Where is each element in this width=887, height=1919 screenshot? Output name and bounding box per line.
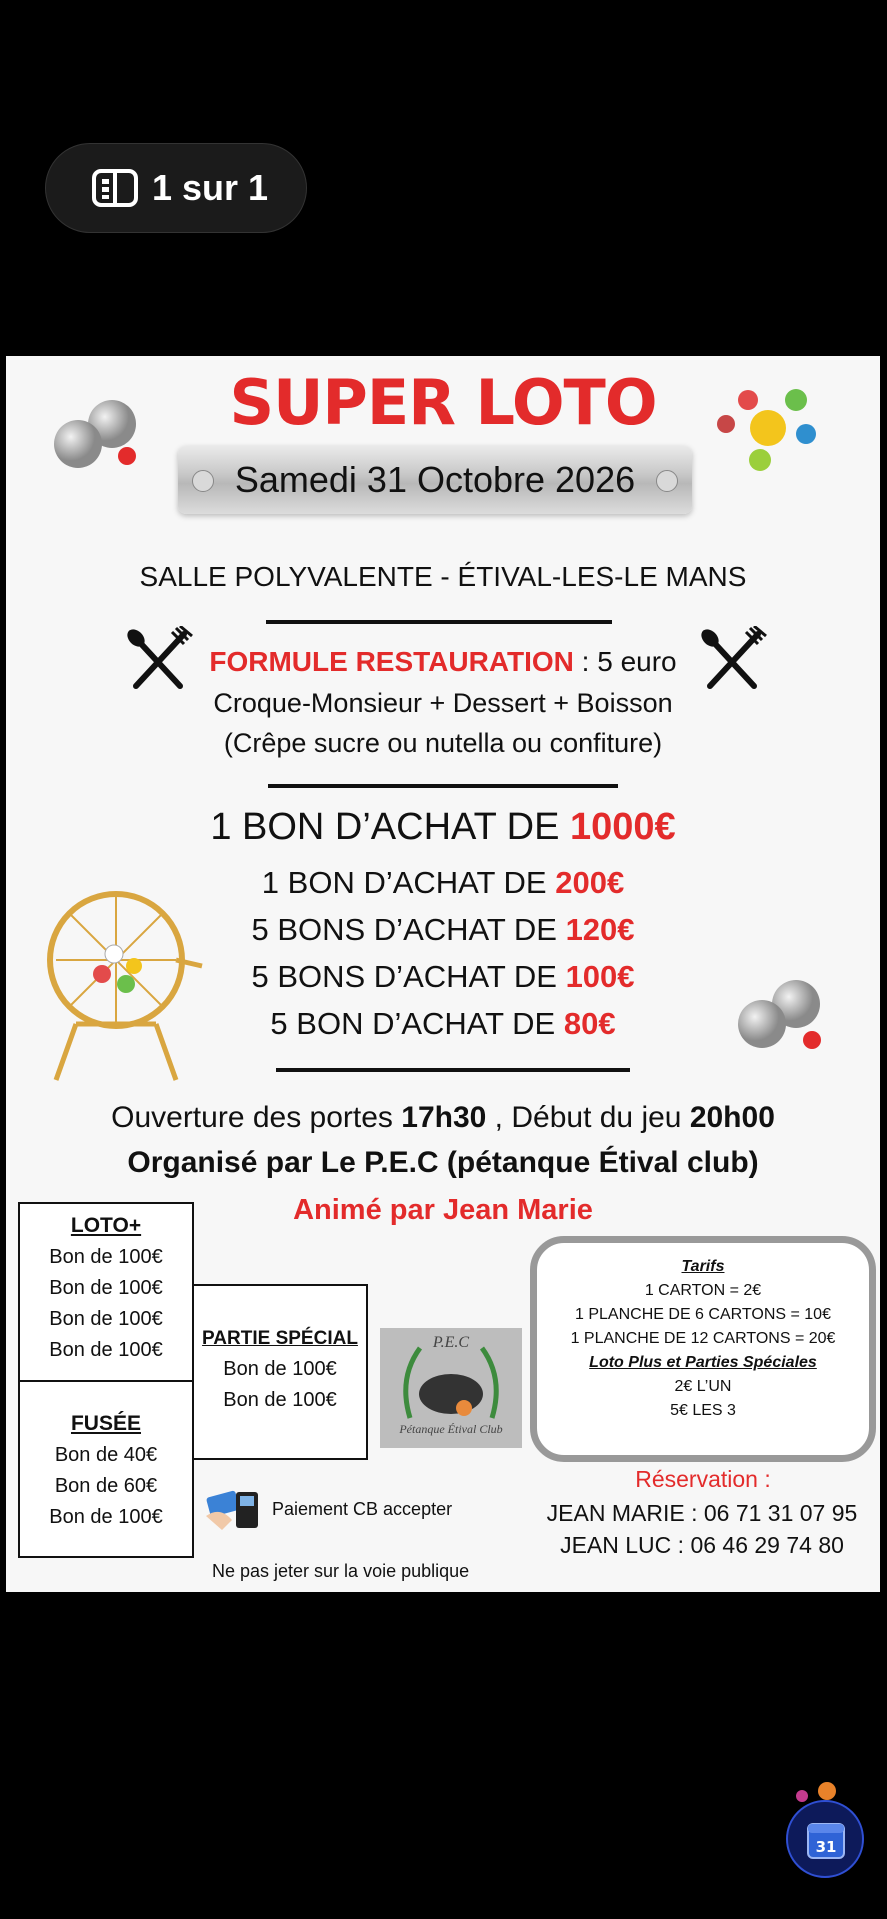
restauration-menu: Croque-Monsieur + Dessert + Boisson [213,688,673,718]
tarif-line: 1 CARTON = 2€ [644,1282,762,1299]
pec-logo [380,1328,522,1448]
calendar-day: 31 [815,1838,837,1856]
prize-amount: 80€ [563,1006,616,1041]
event-date: Samedi 31 Octobre 2026 [234,459,636,500]
venue: SALLE POLYVALENTE - ÉTIVAL-LES-LE MANS [139,561,747,592]
tarifs-box [530,1236,876,1462]
page-counter[interactable] [45,143,307,233]
fusee-item: Bon de 60€ [54,1475,158,1497]
fusee-item: Bon de 100€ [49,1506,163,1528]
screw-icon [192,470,214,492]
game-label: , Début du jeu [486,1101,690,1134]
prize-main [6,806,880,849]
tarif-line: 2€ L’UN [674,1378,732,1395]
prize-text: 1 BON D’ACHAT DE [261,865,556,900]
reservation-contact: JEAN LUC : 06 46 29 74 80 [560,1532,844,1558]
calendar-app-button[interactable] [786,1800,864,1878]
partie-speciale-item: Bon de 100€ [223,1389,337,1411]
prize-amount: 200€ [555,865,625,900]
divider [268,784,618,788]
doors-time: 17h30 [401,1101,487,1134]
prize-amount: 120€ [565,912,635,947]
dot-icon [818,1782,836,1800]
payment-info: Paiement CB accepter [272,1499,453,1519]
dot-icon [796,1790,808,1802]
schedule [6,1101,880,1135]
fusee-box [18,1380,194,1558]
footer-note: Ne pas jeter sur la voie publique [212,1561,470,1581]
pec-logo-caption: Pétanque Étival Club [399,1422,503,1436]
fusee-item: Bon de 40€ [54,1444,158,1466]
tarif-line: 1 PLANCHE DE 6 CARTONS = 10€ [575,1306,831,1323]
partie-speciale-title: PARTIE SPÉCIAL [202,1328,358,1349]
loto-plus-item: Bon de 100€ [49,1246,163,1268]
doors-label: Ouverture des portes [111,1101,402,1134]
divider [276,1068,630,1072]
restauration-label: FORMULE RESTAURATION [209,646,574,677]
page-stack-icon [92,169,138,207]
loto-plus-title: LOTO+ [70,1214,142,1237]
date-banner [178,446,692,514]
reservation-title: Réservation : [635,1466,771,1492]
loto-plus-item: Bon de 100€ [49,1277,163,1299]
card-payment-icon [202,1486,266,1532]
divider [266,620,612,624]
prize-text: 5 BON D’ACHAT DE [270,1006,564,1041]
fusee-title: FUSÉE [70,1412,141,1435]
partie-speciale-box [192,1284,368,1460]
loto-plus-box [18,1202,194,1382]
partie-speciale-item: Bon de 100€ [223,1358,337,1380]
bingo-cage-icon [36,874,206,1084]
page-counter-label: 1 sur 1 [152,167,269,208]
reservation-contact: JEAN MARIE : 06 71 31 07 95 [546,1500,858,1526]
tarifs-subtitle: Loto Plus et Parties Spéciales [589,1354,817,1371]
restauration-price: : 5 euro [573,646,677,677]
host: Animé par Jean Marie [293,1194,593,1226]
prize-text: 1 BON D’ACHAT DE [210,806,570,848]
prize-text: 5 BONS D’ACHAT DE [251,959,566,994]
screw-icon [656,470,678,492]
petanque-balls-icon [736,978,826,1050]
prize-amount: 1000€ [570,806,676,848]
loto-poster [6,356,880,1592]
prize-amount: 100€ [565,959,635,994]
restauration-line [6,646,880,678]
restauration-note: (Crêpe sucre ou nutella ou confiture) [223,728,663,758]
loto-plus-item: Bon de 100€ [49,1339,163,1361]
poster-title: SUPER LOTO [229,366,657,439]
tarif-line: 5€ LES 3 [670,1402,736,1419]
tarifs-title: Tarifs [681,1258,725,1275]
prize-text: 5 BONS D’ACHAT DE [251,912,566,947]
game-time: 20h00 [689,1101,775,1134]
pec-logo-text: P.E.C [432,1334,470,1351]
loto-plus-item: Bon de 100€ [49,1308,163,1330]
organizer: Organisé par Le P.E.C (pétanque Étival club) [127,1146,759,1179]
tarif-line: 1 PLANCHE DE 12 CARTONS = 20€ [570,1330,836,1347]
